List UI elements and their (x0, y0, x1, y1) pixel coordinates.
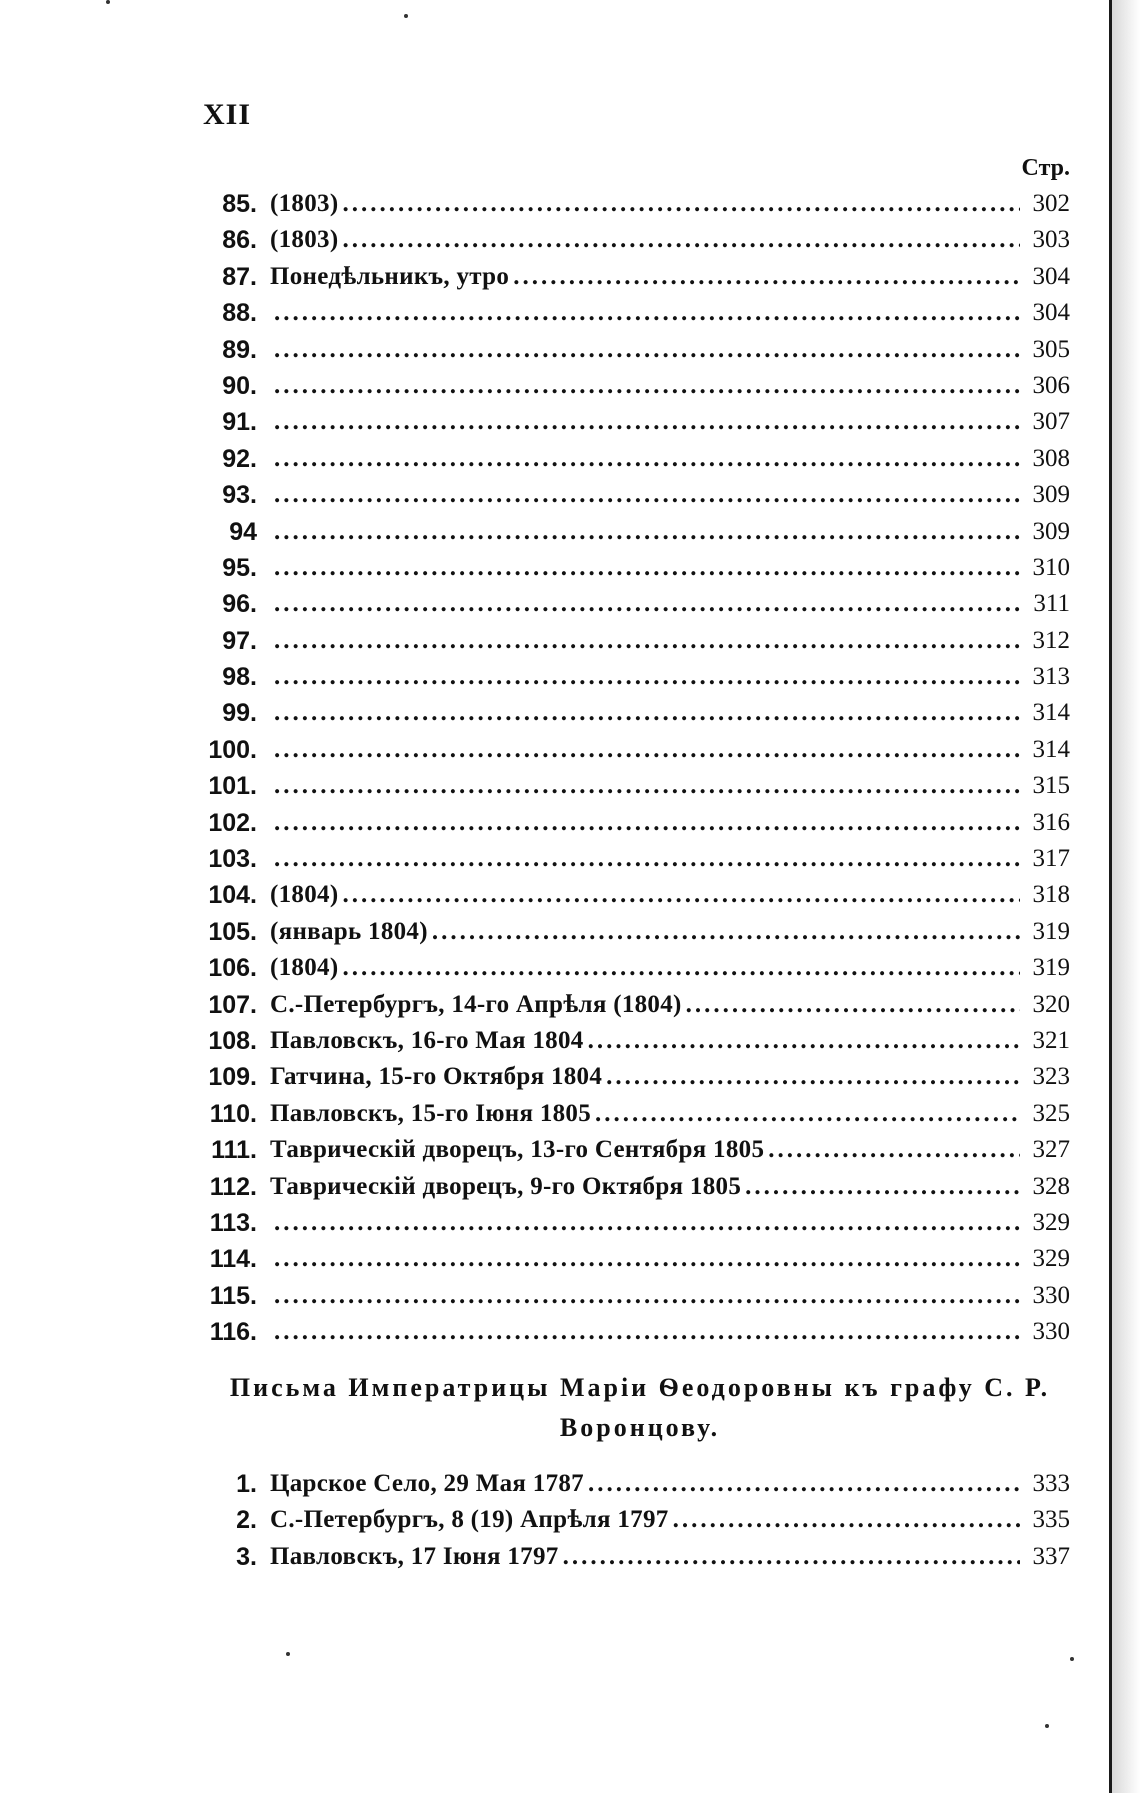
toc-entry (0, 222, 1140, 258)
entry-title: Таврическій дворецъ, 13-го Сентября 1805 (270, 1136, 765, 1164)
entry-number: 101. (208, 772, 257, 801)
entry-page-number: 310 (1032, 553, 1070, 581)
entry-body (270, 586, 1070, 622)
entry-page-number: 329 (1032, 1208, 1070, 1236)
entry-page-number: 313 (1032, 663, 1070, 691)
dot-leader (274, 1314, 1020, 1350)
dot-leader (274, 368, 1020, 404)
entry-page-number: 316 (1032, 808, 1070, 836)
entry-body (270, 950, 1070, 986)
toc-entry (0, 1096, 1140, 1132)
toc-entry (0, 623, 1140, 659)
entry-number: 89. (222, 335, 257, 364)
toc-entry (0, 732, 1140, 768)
dot-leader (274, 732, 1020, 768)
dot-leader (563, 1539, 1020, 1575)
section-table-of-contents (0, 1466, 1140, 1575)
toc-entry (0, 659, 1140, 695)
entry-title: Понедѣльникъ, утро (270, 262, 510, 290)
entry-title: (1804) (270, 881, 339, 909)
toc-entry (0, 332, 1140, 368)
entry-number: 110. (209, 1099, 257, 1128)
toc-entry (0, 1278, 1140, 1314)
toc-entry (0, 1241, 1140, 1277)
entry-page-number: 311 (1033, 590, 1070, 618)
entry-title: Царское Село, 29 Мая 1787 (270, 1470, 584, 1497)
toc-entry (0, 259, 1140, 295)
dot-leader (274, 404, 1020, 440)
entry-number: 94 (229, 517, 257, 546)
entry-page-number: 304 (1032, 299, 1070, 327)
toc-entry (0, 987, 1140, 1023)
toc-entry (0, 1539, 1140, 1575)
dot-leader (274, 550, 1020, 586)
dot-leader (274, 623, 1020, 659)
dot-leader (274, 1278, 1020, 1314)
entry-number: 102. (208, 808, 257, 837)
entry-number: 99. (222, 699, 257, 728)
toc-entry (0, 695, 1140, 731)
entry-page-number: 304 (1032, 262, 1070, 290)
toc-entry (0, 368, 1140, 404)
entry-page-number: 314 (1032, 699, 1070, 727)
toc-entry (0, 950, 1140, 986)
toc-entry (0, 1169, 1140, 1205)
entry-page-number: 335 (1032, 1506, 1070, 1534)
print-speck (404, 14, 408, 18)
entry-body (270, 1278, 1070, 1314)
toc-entry (0, 295, 1140, 331)
toc-entry (0, 1314, 1140, 1350)
entry-body (270, 1205, 1070, 1241)
page-column-label: Стр. (1021, 155, 1070, 181)
entry-number: 103. (208, 845, 257, 874)
toc-entry (0, 1466, 1140, 1502)
entry-body (270, 550, 1070, 586)
entry-number: 107. (208, 990, 257, 1019)
dot-leader (342, 186, 1020, 222)
entry-body (270, 623, 1070, 659)
entry-page-number: 330 (1032, 1318, 1070, 1346)
entry-page-number: 309 (1032, 481, 1070, 509)
entry-body (270, 477, 1070, 513)
entry-number: 109. (208, 1063, 257, 1092)
entry-page-number: 305 (1032, 335, 1070, 363)
dot-leader (274, 1205, 1020, 1241)
entry-page-number: 317 (1032, 845, 1070, 873)
dot-leader (274, 441, 1020, 477)
entry-body (270, 332, 1070, 368)
entry-page-number: 337 (1032, 1542, 1070, 1570)
entry-page-number: 328 (1032, 1172, 1070, 1200)
entry-page-number: 320 (1032, 990, 1070, 1018)
entry-number: 91. (222, 408, 257, 437)
entry-number: 100. (208, 735, 257, 764)
dot-leader (274, 586, 1020, 622)
dot-leader (274, 805, 1020, 841)
entry-number: 113. (209, 1208, 257, 1237)
entry-body (270, 1023, 1070, 1059)
toc-entry (0, 514, 1140, 550)
entry-page-number: 307 (1032, 408, 1070, 436)
print-speck (286, 1652, 290, 1656)
entry-body (270, 1466, 1070, 1502)
entry-number: 108. (208, 1026, 257, 1055)
toc-entry (0, 877, 1140, 913)
section-heading: Письма Императрицы Маріи Ѳеодоровны къ графу С. Р. Воронцову. (229, 1373, 1051, 1442)
entry-body (270, 186, 1070, 222)
entry-body (270, 841, 1070, 877)
entry-number: 93. (222, 481, 257, 510)
toc-entry (0, 550, 1140, 586)
entry-title: (1804) (270, 954, 339, 982)
entry-body (270, 404, 1070, 440)
toc-entry (0, 768, 1140, 804)
toc-entry (0, 186, 1140, 222)
toc-entry (0, 841, 1140, 877)
entry-page-number: 309 (1032, 517, 1070, 545)
entry-number: 116. (209, 1318, 257, 1347)
entry-body (270, 768, 1070, 804)
entry-title: (1803) (270, 226, 339, 254)
entry-body (270, 987, 1070, 1023)
entry-number: 106. (208, 954, 257, 983)
dot-leader (588, 1023, 1020, 1059)
print-speck (1070, 1657, 1074, 1661)
entry-page-number: 323 (1032, 1063, 1070, 1091)
entry-page-number: 318 (1032, 881, 1070, 909)
entry-page-number: 312 (1032, 626, 1070, 654)
dot-leader (274, 514, 1020, 550)
page-number: XII (203, 98, 252, 131)
entry-body (270, 1241, 1070, 1277)
entry-title: (январь 1804) (270, 917, 428, 945)
entry-page-number: 330 (1032, 1281, 1070, 1309)
dot-leader (673, 1502, 1020, 1538)
entry-body (270, 295, 1070, 331)
entry-page-number: 333 (1032, 1470, 1070, 1497)
entry-page-number: 314 (1032, 735, 1070, 763)
entry-body (270, 1096, 1070, 1132)
dot-leader (595, 1096, 1020, 1132)
dot-leader (274, 332, 1020, 368)
entry-title: С.-Петербургъ, 8 (19) Апрѣля 1797 (270, 1506, 669, 1534)
dot-leader (588, 1466, 1020, 1502)
entry-number: 87. (222, 262, 257, 291)
toc-entry (0, 586, 1140, 622)
entry-body (270, 1539, 1070, 1575)
entry-number: 111. (211, 1136, 257, 1165)
entry-body (270, 1314, 1070, 1350)
toc-entry (0, 1502, 1140, 1538)
entry-body (270, 1169, 1070, 1205)
dot-leader (606, 1059, 1020, 1095)
entry-number: 1. (236, 1470, 257, 1498)
dot-leader (274, 695, 1020, 731)
entry-number: 3. (236, 1542, 257, 1571)
entry-title: Павловскъ, 17 Іюня 1797 (270, 1542, 559, 1570)
entry-number: 92. (222, 444, 257, 473)
entry-page-number: 303 (1032, 226, 1070, 254)
entry-number: 95. (222, 553, 257, 582)
toc-entry (0, 1023, 1140, 1059)
entry-body (270, 914, 1070, 950)
entry-number: 112. (209, 1172, 257, 1201)
dot-leader (342, 877, 1020, 913)
entry-title: Таврическій дворецъ, 9-го Октября 1805 (270, 1172, 742, 1200)
entry-number: 104. (208, 881, 257, 910)
dot-leader (274, 841, 1020, 877)
print-speck (1045, 1724, 1049, 1728)
entry-number: 85. (222, 190, 257, 218)
entry-title: Гатчина, 15-го Октября 1804 (270, 1063, 603, 1091)
dot-leader (274, 295, 1020, 331)
dot-leader (745, 1169, 1020, 1205)
entry-body (270, 877, 1070, 913)
entry-title: (1803) (270, 190, 339, 217)
entry-number: 90. (222, 371, 257, 400)
dot-leader (686, 987, 1020, 1023)
toc-entry (0, 914, 1140, 950)
toc-entry (0, 805, 1140, 841)
entry-page-number: 325 (1032, 1099, 1070, 1127)
print-speck (106, 0, 110, 4)
entry-body (270, 441, 1070, 477)
table-of-contents (0, 186, 1140, 1351)
toc-entry (0, 1059, 1140, 1095)
dot-leader (513, 259, 1020, 295)
entry-body (270, 659, 1070, 695)
entry-body (270, 1059, 1070, 1095)
entry-title: Павловскъ, 15-го Іюня 1805 (270, 1099, 592, 1127)
entry-body (270, 805, 1070, 841)
toc-entry (0, 1132, 1140, 1168)
dot-leader (274, 477, 1020, 513)
toc-entry (0, 441, 1140, 477)
entry-body (270, 1502, 1070, 1538)
dot-leader (274, 659, 1020, 695)
entry-page-number: 319 (1032, 917, 1070, 945)
entry-number: 97. (222, 626, 257, 655)
entry-body (270, 222, 1070, 258)
entry-number: 105. (208, 917, 257, 946)
entry-number: 2. (236, 1506, 257, 1535)
entry-body (270, 514, 1070, 550)
entry-number: 98. (222, 663, 257, 692)
toc-entry (0, 477, 1140, 513)
entry-body (270, 695, 1070, 731)
dot-leader (274, 768, 1020, 804)
entry-number: 96. (222, 590, 257, 619)
entry-number: 115. (209, 1281, 257, 1310)
dot-leader (342, 950, 1020, 986)
entry-number: 114. (209, 1245, 257, 1274)
dot-leader (342, 222, 1020, 258)
dot-leader (274, 1241, 1020, 1277)
entry-page-number: 306 (1032, 371, 1070, 399)
toc-entry (0, 1205, 1140, 1241)
entry-body (270, 732, 1070, 768)
entry-number: 88. (222, 299, 257, 328)
entry-page-number: 315 (1032, 772, 1070, 800)
dot-leader (768, 1132, 1020, 1168)
entry-title: С.-Петербургъ, 14-го Апрѣля (1804) (270, 990, 682, 1018)
entry-page-number: 308 (1032, 444, 1070, 472)
entry-body (270, 259, 1070, 295)
dot-leader (432, 914, 1020, 950)
entry-page-number: 319 (1032, 954, 1070, 982)
entry-body (270, 1132, 1070, 1168)
entry-page-number: 327 (1032, 1136, 1070, 1164)
entry-body (270, 368, 1070, 404)
entry-page-number: 321 (1032, 1026, 1070, 1054)
entry-page-number: 329 (1032, 1245, 1070, 1273)
entry-title: Павловскъ, 16-го Мая 1804 (270, 1026, 584, 1054)
toc-entry (0, 404, 1140, 440)
entry-page-number: 302 (1032, 190, 1070, 217)
entry-number: 86. (222, 226, 257, 255)
